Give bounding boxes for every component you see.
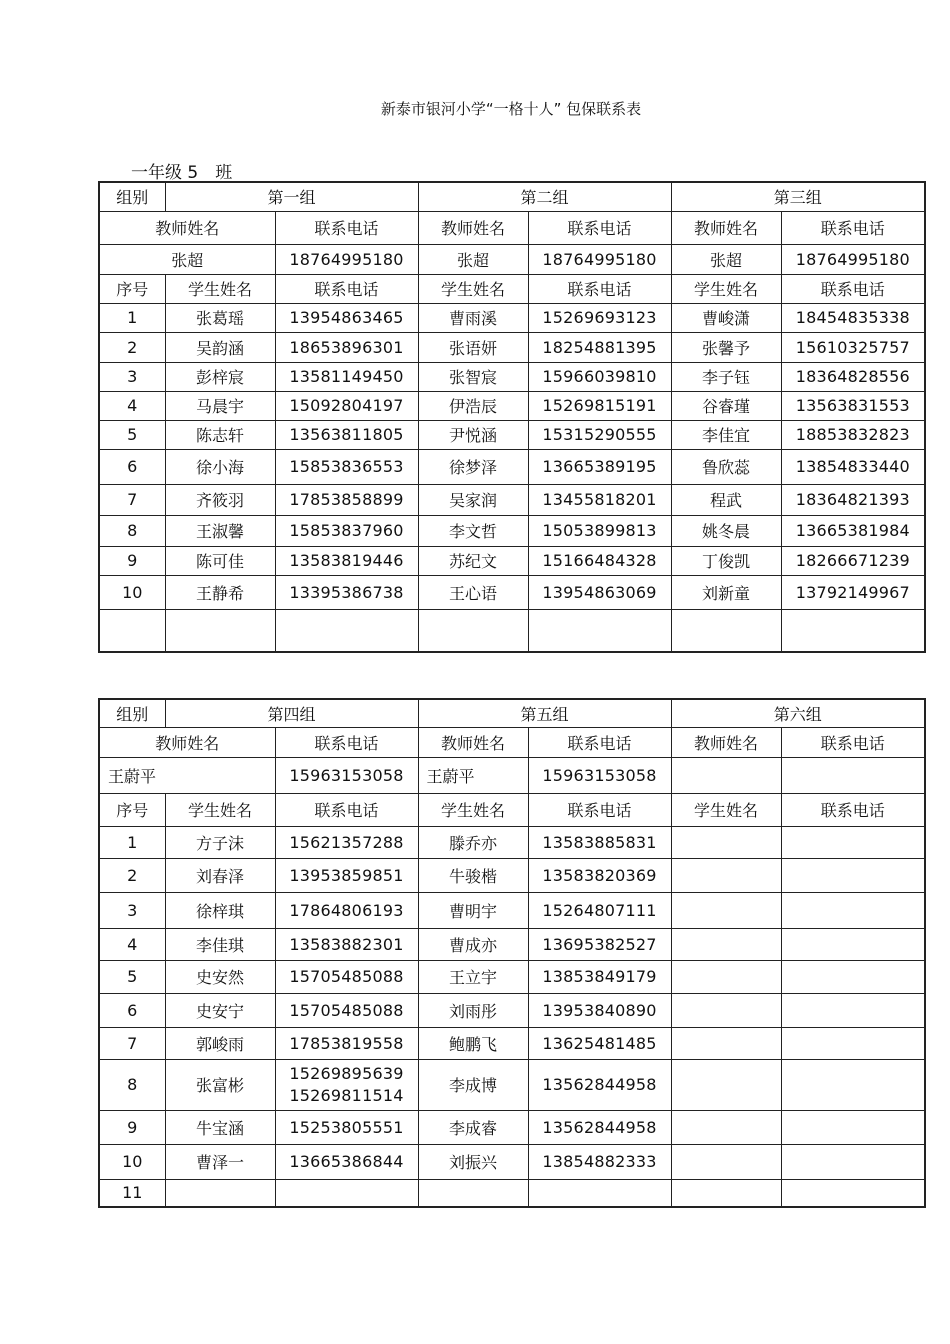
roster-table-1 bbox=[98, 181, 926, 653]
student-name bbox=[671, 1110, 781, 1144]
teacher-name: 王蔚平 bbox=[99, 757, 275, 793]
student-name-header: 学生姓名 bbox=[671, 793, 781, 826]
student-name: 李佳琪 bbox=[165, 928, 275, 960]
student-name-header: 学生姓名 bbox=[671, 274, 781, 303]
student-name: 张语妍 bbox=[418, 332, 528, 362]
student-phone bbox=[781, 858, 925, 892]
student-phone: 13792149967 bbox=[781, 575, 925, 609]
student-name: 刘振兴 bbox=[418, 1144, 528, 1179]
roster-table-1-body bbox=[99, 182, 925, 652]
group-label: 组别 bbox=[99, 699, 165, 727]
student-name: 苏纪文 bbox=[418, 546, 528, 575]
student-phone: 13953859851 bbox=[275, 858, 418, 892]
table-row bbox=[99, 546, 925, 575]
seq-number: 4 bbox=[99, 391, 165, 420]
student-phone bbox=[275, 609, 418, 652]
table-row bbox=[99, 1027, 925, 1059]
student-phone: 13665389195 bbox=[528, 449, 671, 484]
teacher-name bbox=[671, 757, 781, 793]
table-row bbox=[99, 1059, 925, 1110]
student-name: 曹泽一 bbox=[165, 1144, 275, 1179]
student-phone-header: 联系电话 bbox=[275, 793, 418, 826]
table-row bbox=[99, 1179, 925, 1207]
student-name bbox=[671, 826, 781, 858]
student-phone: 15705485088 bbox=[275, 960, 418, 993]
table-row bbox=[99, 575, 925, 609]
student-name bbox=[671, 1027, 781, 1059]
student-name: 李佳宜 bbox=[671, 420, 781, 449]
seq-number: 7 bbox=[99, 484, 165, 515]
teacher-name-header: 教师姓名 bbox=[99, 211, 275, 244]
student-phone bbox=[781, 826, 925, 858]
student-phone: 15053899813 bbox=[528, 515, 671, 546]
student-phone bbox=[781, 928, 925, 960]
student-name: 李成睿 bbox=[418, 1110, 528, 1144]
student-name-header: 学生姓名 bbox=[418, 793, 528, 826]
student-phone: 13665386844 bbox=[275, 1144, 418, 1179]
student-phone: 13625481485 bbox=[528, 1027, 671, 1059]
student-phone: 15166484328 bbox=[528, 546, 671, 575]
table-row bbox=[99, 484, 925, 515]
student-name: 张智宸 bbox=[418, 362, 528, 391]
student-name: 徐梦泽 bbox=[418, 449, 528, 484]
seq-number: 5 bbox=[99, 420, 165, 449]
teacher-phone-header: 联系电话 bbox=[781, 211, 925, 244]
student-phone: 15621357288 bbox=[275, 826, 418, 858]
group-name: 第一组 bbox=[165, 182, 418, 211]
student-name: 尹悦涵 bbox=[418, 420, 528, 449]
table-row bbox=[99, 960, 925, 993]
student-phone: 15853837960 bbox=[275, 515, 418, 546]
teacher-phone: 15963153058 bbox=[275, 757, 418, 793]
student-name bbox=[671, 1059, 781, 1110]
student-phone: 13665381984 bbox=[781, 515, 925, 546]
student-phone bbox=[781, 993, 925, 1027]
student-name: 牛宝涵 bbox=[165, 1110, 275, 1144]
student-phone: 13583820369 bbox=[528, 858, 671, 892]
student-name: 李成博 bbox=[418, 1059, 528, 1110]
student-name: 王立宇 bbox=[418, 960, 528, 993]
student-phone: 13562844958 bbox=[528, 1059, 671, 1110]
student-name: 鲁欣蕊 bbox=[671, 449, 781, 484]
student-phone: 18653896301 bbox=[275, 332, 418, 362]
student-name: 曹成亦 bbox=[418, 928, 528, 960]
group-name: 第三组 bbox=[671, 182, 925, 211]
seq-number: 8 bbox=[99, 1059, 165, 1110]
student-phone: 13583882301 bbox=[275, 928, 418, 960]
student-name: 马晨宇 bbox=[165, 391, 275, 420]
student-name: 郭峻雨 bbox=[165, 1027, 275, 1059]
student-name bbox=[165, 609, 275, 652]
table-row bbox=[99, 303, 925, 332]
page-title: 新泰市银河小学“一格十人” 包保联系表 bbox=[380, 100, 642, 118]
student-phone bbox=[528, 1179, 671, 1207]
student-phone: 18254881395 bbox=[528, 332, 671, 362]
student-name bbox=[671, 609, 781, 652]
student-name: 徐小海 bbox=[165, 449, 275, 484]
student-name: 张富彬 bbox=[165, 1059, 275, 1110]
student-phone-header: 联系电话 bbox=[275, 274, 418, 303]
student-phone: 13395386738 bbox=[275, 575, 418, 609]
student-name: 李子钰 bbox=[671, 362, 781, 391]
student-phone: 15264807111 bbox=[528, 892, 671, 928]
student-phone: 13854833440 bbox=[781, 449, 925, 484]
student-name: 陈志轩 bbox=[165, 420, 275, 449]
seq-number: 10 bbox=[99, 1144, 165, 1179]
student-name: 李文哲 bbox=[418, 515, 528, 546]
roster-table-2-body bbox=[99, 699, 925, 1207]
teacher-name-header: 教师姓名 bbox=[418, 211, 528, 244]
student-phone: 13953840890 bbox=[528, 993, 671, 1027]
table-row bbox=[99, 858, 925, 892]
student-name: 王静希 bbox=[165, 575, 275, 609]
teacher-name-header: 教师姓名 bbox=[418, 727, 528, 757]
teacher-row bbox=[99, 757, 925, 793]
seq-number: 4 bbox=[99, 928, 165, 960]
student-phone: 13854882333 bbox=[528, 1144, 671, 1179]
teacher-name: 张超 bbox=[99, 244, 275, 274]
student-name: 曹明宇 bbox=[418, 892, 528, 928]
student-name: 王淑馨 bbox=[165, 515, 275, 546]
student-name: 徐梓琪 bbox=[165, 892, 275, 928]
seq-header: 序号 bbox=[99, 274, 165, 303]
student-header-row bbox=[99, 793, 925, 826]
table-row bbox=[99, 362, 925, 391]
student-phone-header: 联系电话 bbox=[781, 274, 925, 303]
table-row bbox=[99, 1110, 925, 1144]
student-phone bbox=[275, 1179, 418, 1207]
student-phone: 13563831553 bbox=[781, 391, 925, 420]
seq-number: 8 bbox=[99, 515, 165, 546]
table-row bbox=[99, 391, 925, 420]
teacher-name-header: 教师姓名 bbox=[99, 727, 275, 757]
student-phone bbox=[781, 960, 925, 993]
student-name: 曹雨溪 bbox=[418, 303, 528, 332]
teacher-name: 张超 bbox=[418, 244, 528, 274]
student-name bbox=[671, 928, 781, 960]
student-phone bbox=[781, 1110, 925, 1144]
student-name: 刘新童 bbox=[671, 575, 781, 609]
student-header-row bbox=[99, 274, 925, 303]
teacher-phone-header: 联系电话 bbox=[528, 211, 671, 244]
seq-number: 2 bbox=[99, 858, 165, 892]
seq-number bbox=[99, 609, 165, 652]
student-name: 姚冬晨 bbox=[671, 515, 781, 546]
teacher-phone-header: 联系电话 bbox=[275, 211, 418, 244]
student-name: 刘雨彤 bbox=[418, 993, 528, 1027]
teacher-name: 张超 bbox=[671, 244, 781, 274]
student-phone: 13563811805 bbox=[275, 420, 418, 449]
student-name bbox=[671, 858, 781, 892]
teacher-phone-header: 联系电话 bbox=[528, 727, 671, 757]
seq-number: 2 bbox=[99, 332, 165, 362]
student-name: 吴家润 bbox=[418, 484, 528, 515]
student-name bbox=[165, 1179, 275, 1207]
student-name: 吴韵涵 bbox=[165, 332, 275, 362]
table-row bbox=[99, 449, 925, 484]
student-name: 史安宁 bbox=[165, 993, 275, 1027]
student-name: 伊浩辰 bbox=[418, 391, 528, 420]
student-phone: 18364828556 bbox=[781, 362, 925, 391]
student-phone-header: 联系电话 bbox=[528, 793, 671, 826]
student-phone: 13583819446 bbox=[275, 546, 418, 575]
student-phone: 13583885831 bbox=[528, 826, 671, 858]
student-name bbox=[418, 609, 528, 652]
student-phone bbox=[781, 1027, 925, 1059]
student-name: 牛骏楷 bbox=[418, 858, 528, 892]
class-label: 一年级 5 班 bbox=[131, 163, 233, 183]
table-row bbox=[99, 420, 925, 449]
teacher-header-row bbox=[99, 211, 925, 244]
student-name bbox=[418, 1179, 528, 1207]
seq-number: 6 bbox=[99, 993, 165, 1027]
student-name: 陈可佳 bbox=[165, 546, 275, 575]
teacher-phone: 18764995180 bbox=[528, 244, 671, 274]
student-name: 程武 bbox=[671, 484, 781, 515]
student-phone: 15253805551 bbox=[275, 1110, 418, 1144]
student-phone bbox=[528, 609, 671, 652]
teacher-name: 王蔚平 bbox=[418, 757, 528, 793]
group-name: 第四组 bbox=[165, 699, 418, 727]
student-name: 方子沫 bbox=[165, 826, 275, 858]
teacher-phone bbox=[781, 757, 925, 793]
student-name bbox=[671, 1179, 781, 1207]
student-name: 谷睿瑾 bbox=[671, 391, 781, 420]
roster-table-2 bbox=[98, 698, 926, 1208]
student-phone: 18454835338 bbox=[781, 303, 925, 332]
student-phone: 13954863465 bbox=[275, 303, 418, 332]
student-name: 鲍鹏飞 bbox=[418, 1027, 528, 1059]
teacher-header-row bbox=[99, 727, 925, 757]
seq-number: 3 bbox=[99, 362, 165, 391]
student-name: 刘春泽 bbox=[165, 858, 275, 892]
student-name bbox=[671, 892, 781, 928]
group-header-row bbox=[99, 699, 925, 727]
student-phone: 18266671239 bbox=[781, 546, 925, 575]
student-name: 彭梓宸 bbox=[165, 362, 275, 391]
seq-number: 9 bbox=[99, 546, 165, 575]
student-name-header: 学生姓名 bbox=[165, 793, 275, 826]
seq-number: 5 bbox=[99, 960, 165, 993]
table-row bbox=[99, 928, 925, 960]
student-phone: 15966039810 bbox=[528, 362, 671, 391]
seq-number: 6 bbox=[99, 449, 165, 484]
student-phone: 13853849179 bbox=[528, 960, 671, 993]
student-phone: 13581149450 bbox=[275, 362, 418, 391]
group-name: 第六组 bbox=[671, 699, 925, 727]
student-phone-header: 联系电话 bbox=[528, 274, 671, 303]
table-row bbox=[99, 826, 925, 858]
teacher-row bbox=[99, 244, 925, 274]
student-name: 曹峻潇 bbox=[671, 303, 781, 332]
table-row bbox=[99, 993, 925, 1027]
table-row bbox=[99, 332, 925, 362]
group-name: 第二组 bbox=[418, 182, 671, 211]
group-label: 组别 bbox=[99, 182, 165, 211]
student-phone: 15269693123 bbox=[528, 303, 671, 332]
teacher-name-header: 教师姓名 bbox=[671, 211, 781, 244]
seq-header: 序号 bbox=[99, 793, 165, 826]
student-phone: 15853836553 bbox=[275, 449, 418, 484]
student-phone: 15269815191 bbox=[528, 391, 671, 420]
group-header-row bbox=[99, 182, 925, 211]
table-row bbox=[99, 609, 925, 652]
student-name bbox=[671, 1144, 781, 1179]
student-name: 滕乔亦 bbox=[418, 826, 528, 858]
teacher-phone: 15963153058 bbox=[528, 757, 671, 793]
seq-number: 3 bbox=[99, 892, 165, 928]
student-phone bbox=[781, 609, 925, 652]
student-name: 丁俊凯 bbox=[671, 546, 781, 575]
seq-number: 1 bbox=[99, 826, 165, 858]
student-phone: 15315290555 bbox=[528, 420, 671, 449]
seq-number: 10 bbox=[99, 575, 165, 609]
teacher-phone-header: 联系电话 bbox=[781, 727, 925, 757]
student-name-header: 学生姓名 bbox=[418, 274, 528, 303]
student-phone: 17853858899 bbox=[275, 484, 418, 515]
seq-number: 7 bbox=[99, 1027, 165, 1059]
group-name: 第五组 bbox=[418, 699, 671, 727]
student-phone: 15092804197 bbox=[275, 391, 418, 420]
student-name bbox=[671, 960, 781, 993]
teacher-phone: 18764995180 bbox=[781, 244, 925, 274]
student-phone: 13455818201 bbox=[528, 484, 671, 515]
student-name bbox=[671, 993, 781, 1027]
student-name: 齐筱羽 bbox=[165, 484, 275, 515]
student-phone: 13562844958 bbox=[528, 1110, 671, 1144]
seq-number: 9 bbox=[99, 1110, 165, 1144]
table-row bbox=[99, 515, 925, 546]
student-phone-header: 联系电话 bbox=[781, 793, 925, 826]
student-name-header: 学生姓名 bbox=[165, 274, 275, 303]
teacher-phone-header: 联系电话 bbox=[275, 727, 418, 757]
student-phone: 13695382527 bbox=[528, 928, 671, 960]
student-phone: 18364821393 bbox=[781, 484, 925, 515]
student-name: 王心语 bbox=[418, 575, 528, 609]
table-row bbox=[99, 892, 925, 928]
student-name: 张葛瑶 bbox=[165, 303, 275, 332]
student-phone: 17853819558 bbox=[275, 1027, 418, 1059]
seq-number: 1 bbox=[99, 303, 165, 332]
student-phone bbox=[781, 1059, 925, 1110]
student-phone bbox=[781, 892, 925, 928]
student-phone bbox=[781, 1179, 925, 1207]
student-phone: 15705485088 bbox=[275, 993, 418, 1027]
student-phone: 18853832823 bbox=[781, 420, 925, 449]
teacher-name-header: 教师姓名 bbox=[671, 727, 781, 757]
seq-number: 11 bbox=[99, 1179, 165, 1207]
student-name: 张馨予 bbox=[671, 332, 781, 362]
teacher-phone: 18764995180 bbox=[275, 244, 418, 274]
student-phone: 15610325757 bbox=[781, 332, 925, 362]
student-phone: 15269895639 15269811514 bbox=[275, 1059, 418, 1110]
table-row bbox=[99, 1144, 925, 1179]
student-phone: 13954863069 bbox=[528, 575, 671, 609]
student-name: 史安然 bbox=[165, 960, 275, 993]
student-phone: 17864806193 bbox=[275, 892, 418, 928]
student-phone bbox=[781, 1144, 925, 1179]
